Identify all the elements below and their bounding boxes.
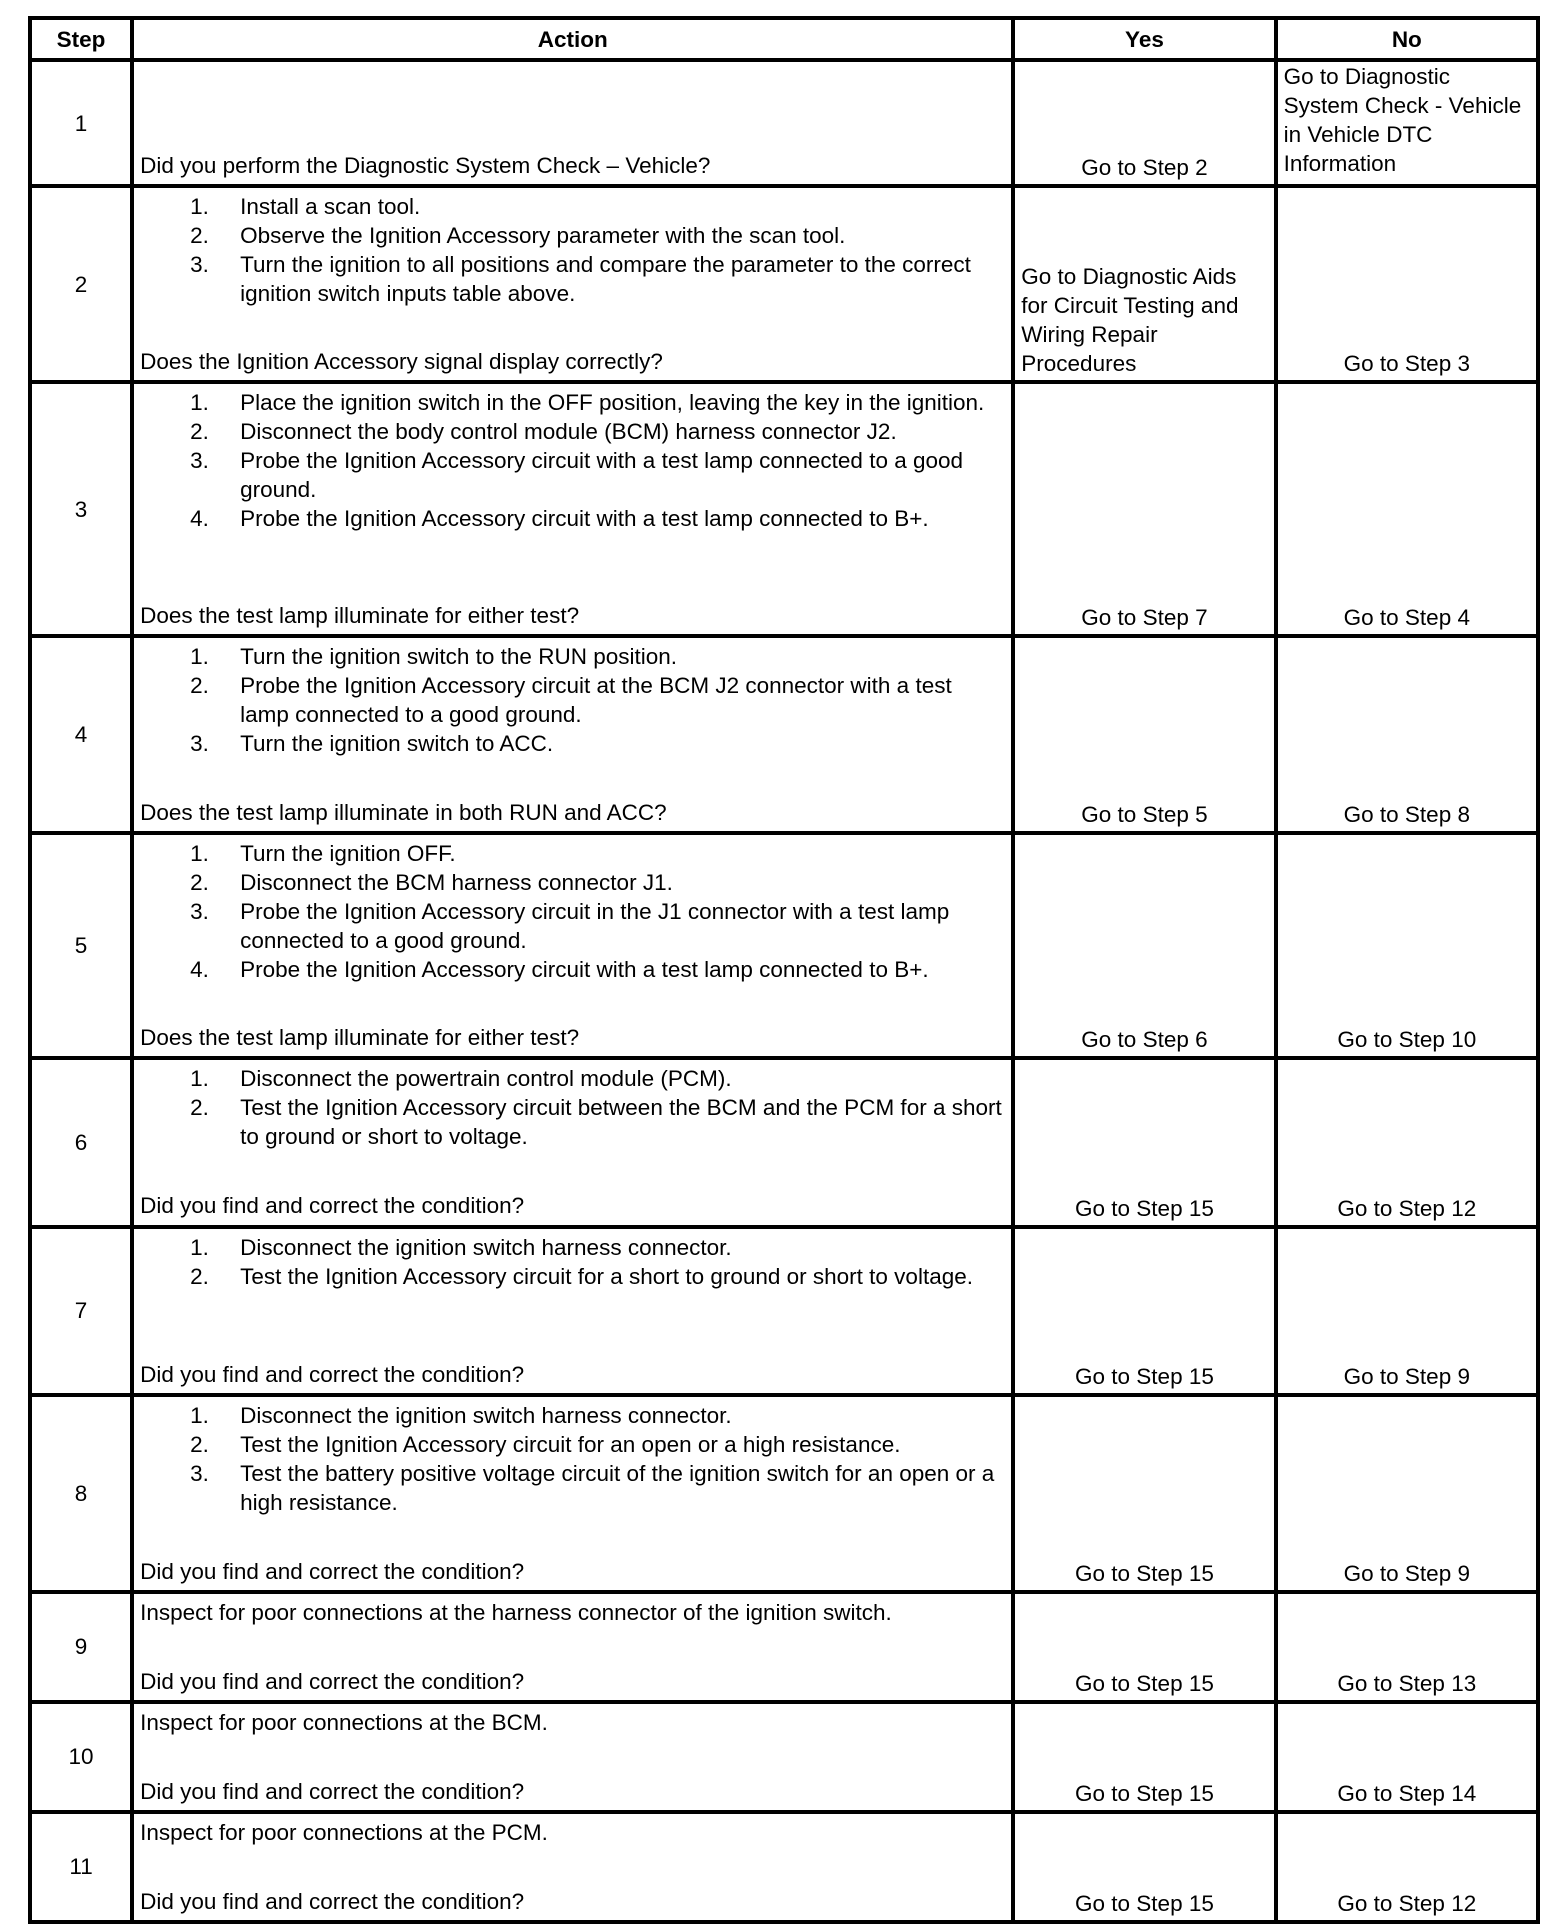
instruction-item [140,1430,1005,1459]
instruction-item [140,729,1005,758]
action-instructions [140,839,1005,984]
no-result: Go to Step 4 [1276,382,1538,636]
action-instructions [140,1401,1005,1517]
instruction-list [140,388,1005,533]
instruction-item [140,417,1005,446]
instruction-number: 3. [190,252,209,278]
instruction-number: 2. [190,673,209,699]
yes-result: Go to Step 5 [1013,636,1275,833]
table-row [30,1227,1538,1395]
instruction-number: 3. [190,731,209,757]
instruction-text: Place the ignition switch in the OFF position, leaving the key in the ignition. [240,390,985,416]
header-no: No [1276,18,1538,60]
action-instructions [140,1818,1005,1847]
action-cell [132,1058,1013,1226]
table-row [30,382,1538,636]
yes-result: Go to Step 15 [1013,1227,1275,1395]
instruction-number: 3. [190,1460,209,1486]
action-question: Did you perform the Diagnostic System Check – Vehicle? [140,153,711,178]
instruction-item [140,192,1005,221]
action-content [140,1818,1005,1916]
action-instructions [140,192,1005,308]
instruction-text: Observe the Ignition Accessory parameter with the scan tool. [240,223,846,249]
action-cell [132,1395,1013,1592]
no-result: Go to Step 12 [1276,1812,1538,1922]
table-row [30,1702,1538,1812]
instruction-text: Disconnect the powertrain control module (PCM). [240,1066,732,1092]
instruction-item [140,642,1005,671]
instruction-text: Test the Ignition Accessory circuit for an open or a high resistance. [240,1431,901,1457]
action-question: Did you find and correct the condition? [140,1361,525,1387]
action-content [140,1064,1005,1220]
table-row [30,1812,1538,1922]
instruction-text: Turn the ignition OFF. [240,841,456,867]
yes-result: Go to Step 15 [1013,1702,1275,1812]
action-cell [132,382,1013,636]
action-content [140,66,1005,180]
instruction-text: Inspect for poor connections at the PCM. [140,1819,548,1845]
header-row [30,18,1538,60]
yes-result: Go to Step 7 [1013,382,1275,636]
action-instructions [140,1233,1005,1291]
step-number: 11 [30,1812,132,1922]
instruction-number: 2. [190,1095,209,1121]
instruction-number: 2. [190,419,209,445]
yes-result: Go to Step 2 [1013,60,1275,186]
instruction-number: 1. [190,841,209,867]
no-result: Go to Diagnostic System Check - Vehicle in Vehicle DTC Information [1276,60,1538,186]
instruction-text: Install a scan tool. [240,194,421,220]
instruction-text: Inspect for poor connections at the BCM. [140,1709,548,1735]
action-question: Did you find and correct the condition? [140,1558,525,1584]
diagnostic-table [28,16,1540,1924]
instruction-item [140,671,1005,729]
instruction-number: 2. [190,223,209,249]
instruction-number: 1. [190,390,209,416]
instruction-item [140,1459,1005,1517]
action-cell [132,636,1013,833]
step-number: 4 [30,636,132,833]
action-content [140,1708,1005,1806]
action-content [140,1233,1005,1389]
instruction-item [140,897,1005,955]
instruction-text: Turn the ignition switch to the RUN position. [240,644,677,670]
yes-result: Go to Step 15 [1013,1395,1275,1592]
instruction-item [140,955,1005,984]
action-cell [132,1812,1013,1922]
instruction-text: Test the Ignition Accessory circuit for a short to ground or short to voltage. [240,1263,973,1289]
instruction-item [140,250,1005,308]
action-content [140,388,1005,630]
instruction-item [140,1064,1005,1093]
table-row [30,833,1538,1058]
instruction-number: 1. [190,644,209,670]
action-instructions [140,1708,1005,1737]
instruction-item [140,1233,1005,1262]
instruction-number: 1. [190,1402,209,1428]
table-row [30,186,1538,382]
instruction-list [140,642,1005,758]
step-number: 9 [30,1592,132,1702]
action-question: Does the test lamp illuminate in both RUN and ACC? [140,800,667,826]
header-step: Step [30,18,132,60]
instruction-text: Disconnect the ignition switch harness connector. [240,1234,732,1260]
action-question: Does the test lamp illuminate for either test? [140,603,580,629]
instruction-number: 4. [190,957,209,983]
instruction-number: 2. [190,1263,209,1289]
action-instructions [140,388,1005,533]
action-content [140,642,1005,827]
step-number: 1 [30,60,132,186]
instruction-text: Turn the ignition to all positions and compare the parameter to the correct ignition switch inputs table above. [240,252,971,307]
yes-result: Go to Step 6 [1013,833,1275,1058]
no-result: Go to Step 12 [1276,1058,1538,1226]
instruction-number: 1. [190,1234,209,1260]
instruction-text: Probe the Ignition Accessory circuit at the BCM J2 connector with a test lamp connected to a good ground. [240,673,952,728]
yes-result: Go to Step 15 [1013,1592,1275,1702]
instruction-text: Test the battery positive voltage circuit of the ignition switch for an open or a high resistance. [240,1460,995,1515]
instruction-list [140,1064,1005,1151]
instruction-text: Probe the Ignition Accessory circuit with a test lamp connected to B+. [240,957,929,983]
step-number: 2 [30,186,132,382]
instruction-item [140,504,1005,533]
action-question: Did you find and correct the condition? [140,1193,525,1219]
action-instructions [140,1064,1005,1151]
instruction-item [140,446,1005,504]
instruction-item [140,1262,1005,1291]
instruction-list [140,1233,1005,1291]
no-result: Go to Step 9 [1276,1395,1538,1592]
table-row [30,1592,1538,1702]
instruction-number: 3. [190,899,209,925]
instruction-text: Test the Ignition Accessory circuit between the BCM and the PCM for a short to ground or short to voltage. [240,1095,1002,1150]
no-result: Go to Step 13 [1276,1592,1538,1702]
step-number: 3 [30,382,132,636]
instruction-text: Probe the Ignition Accessory circuit with a test lamp connected to B+. [240,506,929,532]
instruction-item [140,1401,1005,1430]
action-question: Did you find and correct the condition? [140,1888,525,1914]
table-row [30,636,1538,833]
instruction-text: Inspect for poor connections at the harness connector of the ignition switch. [140,1599,892,1625]
action-instructions [140,642,1005,758]
action-cell [132,60,1013,186]
instruction-number: 2. [190,1431,209,1457]
action-content [140,1598,1005,1696]
action-cell [132,1592,1013,1702]
yes-result: Go to Step 15 [1013,1812,1275,1922]
action-cell [132,1702,1013,1812]
no-result: Go to Step 14 [1276,1702,1538,1812]
table-body [30,60,1538,1922]
instruction-number: 3. [190,448,209,474]
instruction-item [140,221,1005,250]
instruction-number: 1. [190,194,209,220]
instruction-text: Disconnect the BCM harness connector J1. [240,870,673,896]
table-row [30,1058,1538,1226]
instruction-number: 2. [190,870,209,896]
instruction-list [140,839,1005,984]
instruction-item [140,1093,1005,1151]
instruction-text: Turn the ignition switch to ACC. [240,731,554,757]
action-question: Did you find and correct the condition? [140,1668,525,1694]
action-cell [132,1227,1013,1395]
no-result: Go to Step 10 [1276,833,1538,1058]
action-question: Does the test lamp illuminate for either test? [140,1025,580,1051]
instruction-text: Disconnect the ignition switch harness connector. [240,1402,732,1428]
instruction-list [140,192,1005,308]
action-question: Does the Ignition Accessory signal display correctly? [140,349,663,375]
action-question: Did you find and correct the condition? [140,1778,525,1804]
step-number: 6 [30,1058,132,1226]
instruction-item [140,868,1005,897]
instruction-number: 4. [190,506,209,532]
header-yes: Yes [1013,18,1275,60]
instruction-item [140,839,1005,868]
step-number: 7 [30,1227,132,1395]
action-instructions [140,1598,1005,1627]
action-cell [132,833,1013,1058]
table-row [30,60,1538,186]
no-result: Go to Step 9 [1276,1227,1538,1395]
instruction-text: Probe the Ignition Accessory circuit in the J1 connector with a test lamp connected to a good ground. [240,899,950,954]
action-content [140,192,1005,376]
action-cell [132,186,1013,382]
action-content [140,839,1005,1052]
instruction-list [140,1401,1005,1517]
no-result: Go to Step 8 [1276,636,1538,833]
yes-result: Go to Step 15 [1013,1058,1275,1226]
step-number: 8 [30,1395,132,1592]
instruction-text: Disconnect the body control module (BCM) harness connector J2. [240,419,897,445]
instruction-item [140,388,1005,417]
no-result: Go to Step 3 [1276,186,1538,382]
header-action: Action [132,18,1013,60]
yes-result: Go to Diagnostic Aids for Circuit Testing and Wiring Repair Procedures [1013,186,1275,382]
action-content [140,1401,1005,1586]
instruction-number: 1. [190,1066,209,1092]
step-number: 5 [30,833,132,1058]
instruction-text: Probe the Ignition Accessory circuit with a test lamp connected to a good ground. [240,448,964,503]
step-number: 10 [30,1702,132,1812]
table-row [30,1395,1538,1592]
